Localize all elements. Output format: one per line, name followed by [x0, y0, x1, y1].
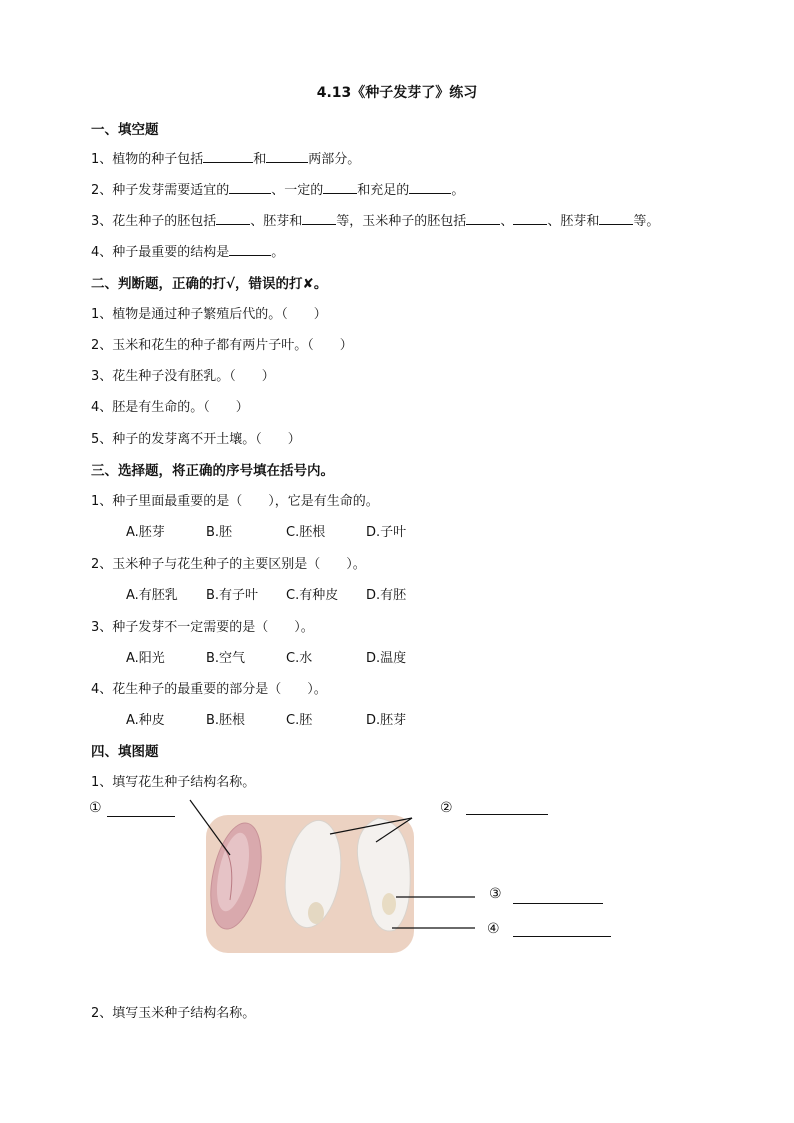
q-text: 等，玉米种子的胚包括 [336, 214, 467, 229]
answer-line-4[interactable] [513, 936, 611, 937]
section-fill-in-heading: 一、填空题 [91, 122, 159, 138]
peanut-cotyledon-left [279, 817, 348, 931]
section-choice-heading: 三、选择题，将正确的序号填在括号内。 [91, 463, 334, 479]
label-3: ③ [489, 886, 502, 902]
section-true-false-heading: 二、判断题，正确的打√，错误的打✘。 [91, 276, 328, 292]
q-text: 等。 [633, 214, 660, 229]
judge-question-4: 4、胚是有生命的。（ ） [91, 400, 249, 415]
label-4: ④ [487, 921, 500, 937]
q-text: 2、种子发芽需要适宜的 [91, 183, 230, 198]
option-c: C.水 [286, 651, 313, 666]
choice-question-3: 3、种子发芽不一定需要的是（ ）。 [91, 620, 314, 635]
option-d: D.子叶 [366, 525, 407, 540]
option-a: A.阳光 [126, 651, 165, 666]
q-text: 1、植物的种子包括 [91, 152, 204, 167]
page-title: 4.13《种子发芽了》练习 [316, 85, 478, 101]
option-d: D.有胚 [366, 588, 407, 603]
option-d: D.温度 [366, 651, 407, 666]
q-text: 4、种子最重要的结构是 [91, 245, 230, 260]
option-b: B.胚 [206, 525, 233, 540]
option-c: C.胚 [286, 713, 313, 728]
option-c: C.胚根 [286, 525, 326, 540]
answer-line-3[interactable] [513, 903, 603, 904]
judge-question-5: 5、种子的发芽离不开土壤。（ ） [91, 432, 301, 447]
choice-question-1: 1、种子里面最重要的是（ ），它是有生命的。 [91, 494, 379, 509]
diagram-question-2: 2、填写玉米种子结构名称。 [91, 1006, 256, 1021]
q-text: 、 [500, 214, 514, 229]
answer-line-2[interactable] [466, 814, 548, 815]
option-a: A.胚芽 [126, 525, 165, 540]
option-a: A.种皮 [126, 713, 165, 728]
label-1: ① [89, 800, 102, 816]
option-d: D.胚芽 [366, 713, 407, 728]
q-text: 和 [253, 152, 267, 167]
q-text: 、一定的 [271, 183, 324, 198]
peanut-whole-seed [202, 818, 269, 933]
option-b: B.有子叶 [206, 588, 259, 603]
section-diagram-heading: 四、填图题 [91, 744, 159, 760]
label-2: ② [440, 800, 453, 816]
choice-question-4: 4、花生种子的最重要的部分是（ ）。 [91, 682, 327, 697]
option-c: C.有种皮 [286, 588, 339, 603]
judge-question-1: 1、植物是通过种子繁殖后代的。（ ） [91, 307, 327, 322]
leader-line-1 [190, 800, 230, 855]
diagram-question-1: 1、填写花生种子结构名称。 [91, 775, 256, 790]
peanut-cotyledon-right [357, 818, 410, 931]
option-b: B.胚根 [206, 713, 246, 728]
q-text: 。 [451, 183, 465, 198]
q-text: 3、花生种子的胚包括 [91, 214, 217, 229]
q-text: 、胚芽和 [250, 214, 303, 229]
q-text: 和充足的 [357, 183, 410, 198]
option-a: A.有胚乳 [126, 588, 178, 603]
q-text: 、胚芽和 [547, 214, 600, 229]
q-text: 两部分。 [308, 152, 361, 167]
judge-question-2: 2、玉米和花生的种子都有两片子叶。（ ） [91, 338, 353, 353]
judge-question-3: 3、花生种子没有胚乳。（ ） [91, 369, 275, 384]
option-b: B.空气 [206, 651, 246, 666]
choice-question-2: 2、玉米种子与花生种子的主要区别是（ ）。 [91, 557, 366, 572]
q-text: 。 [271, 245, 285, 260]
answer-line-1[interactable] [107, 816, 175, 817]
